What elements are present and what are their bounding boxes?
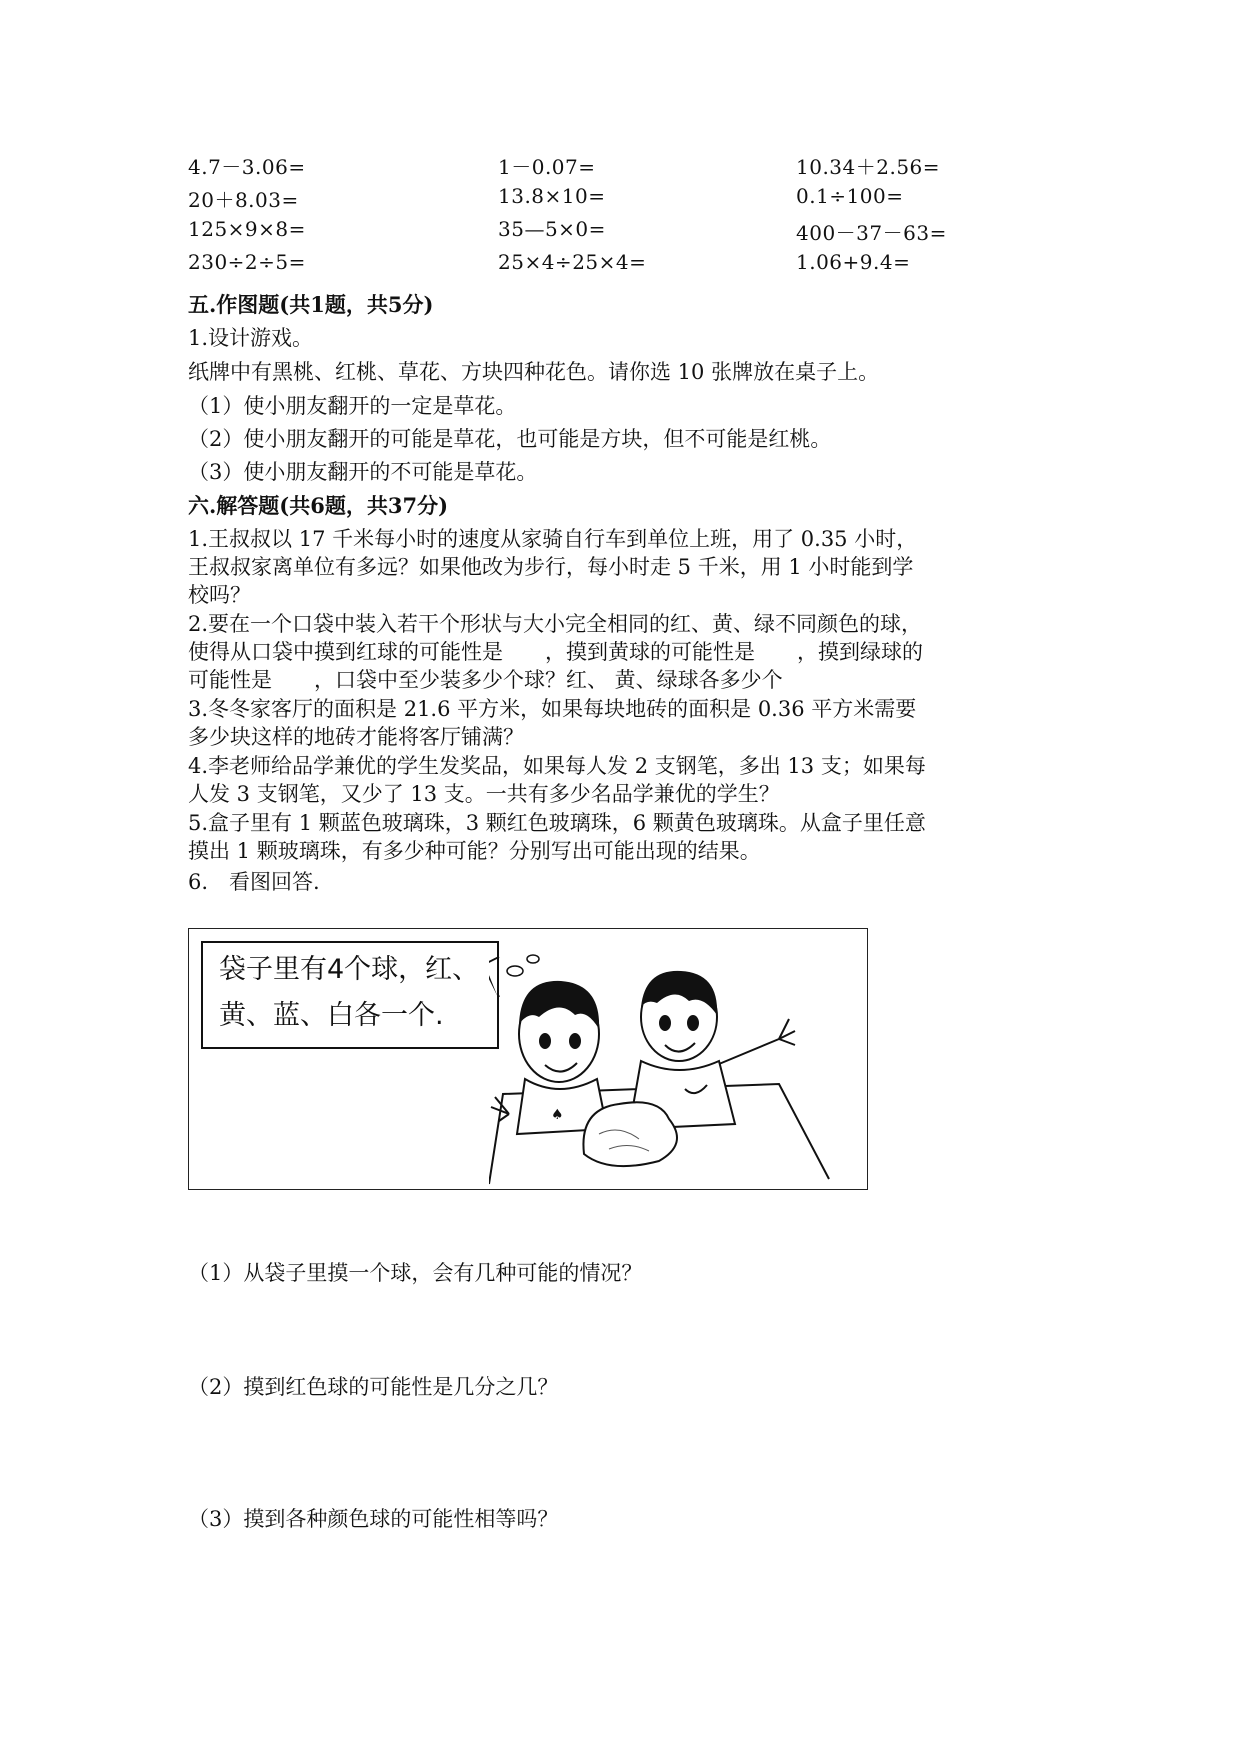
question-text-line: 4.李老师给品学兼优的学生发奖品，如果每人发 2 支钢笔，多出 13 支；如果每 — [188, 754, 926, 778]
calc-item: 35—5×0= — [498, 217, 606, 241]
section-5-title: 五.作图题(共1题，共5分) — [188, 292, 434, 317]
question-2 — [188, 610, 1058, 694]
question-text-line: 5.盒子里有 1 颗蓝色玻璃珠，3 颗红色玻璃珠，6 颗黄色玻璃珠。从盒子里任意 — [188, 811, 926, 835]
children-illustration — [489, 929, 865, 1187]
question-text-line: 王叔叔家离单位有多远？如果他改为步行，每小时走 5 千米，用 1 小时能到学 — [188, 555, 914, 579]
cartoon-figure — [188, 928, 868, 1190]
calc-item: 125×9×8= — [188, 217, 306, 241]
question-3 — [188, 695, 1058, 751]
calc-item: 1－0.07= — [498, 155, 596, 179]
question-text-line: 使得从口袋中摸到红球的可能性是 ，摸到黄球的可能性是 ，摸到绿球的 — [188, 640, 923, 664]
calc-item: 20＋8.03= — [188, 188, 299, 212]
section-6-title: 六.解答题(共6题，共37分) — [188, 493, 449, 518]
question-text-line: 2.要在一个口袋中装入若干个形状与大小完全相同的红、黄、绿不同颜色的球， — [188, 612, 923, 636]
section-5-question-1: 1.设计游戏。 — [188, 326, 314, 350]
speech-bubble — [201, 941, 499, 1049]
calc-row — [188, 184, 1088, 217]
section-5-description: 纸牌中有黑桃、红桃、草花、方块四种花色。请你选 10 张牌放在桌子上。 — [188, 360, 880, 384]
calc-item: 13.8×10= — [498, 184, 606, 208]
question-4 — [188, 752, 1058, 808]
calc-row — [188, 250, 1088, 283]
question-6: 6. 看图回答. — [188, 870, 320, 894]
question-text-line: 1.王叔叔以 17 千米每小时的速度从家骑自行车到单位上班，用了 0.35 小时， — [188, 527, 918, 551]
calc-item: 400－37－63= — [796, 221, 947, 245]
calc-row — [188, 151, 1088, 184]
section-5-item-2: （2）使小朋友翻开的可能是草花，也可能是方块，但不可能是红桃。 — [188, 427, 832, 451]
calc-item: 10.34＋2.56= — [796, 155, 941, 179]
section-5-item-1: （1）使小朋友翻开的一定是草花。 — [188, 394, 517, 418]
calculation-grid — [188, 151, 1088, 283]
question-text-line: 摸出 1 颗玻璃珠，有多少种可能？分别写出可能出现的结果。 — [188, 839, 761, 863]
sub-question-2: （2）摸到红色球的可能性是几分之几？ — [188, 1375, 559, 1399]
question-1 — [188, 525, 1058, 609]
question-text-line: 3.冬冬家客厅的面积是 21.6 平方米，如果每块地砖的面积是 0.36 平方米需要 — [188, 697, 917, 721]
question-text-line: 可能性是 ，口袋中至少装多少个球？红、 黄、绿球各多少个 — [188, 668, 783, 692]
calc-item: 230÷2÷5= — [188, 250, 306, 274]
calc-item: 1.06+9.4= — [796, 250, 911, 274]
speech-text-line: 袋子里有4个球，红、 — [219, 954, 480, 985]
question-5 — [188, 809, 1058, 865]
sub-question-3: （3）摸到各种颜色球的可能性相等吗？ — [188, 1507, 559, 1531]
calc-item: 25×4÷25×4= — [498, 250, 647, 274]
calc-item: 0.1÷100= — [796, 184, 904, 208]
question-text-line: 校吗？ — [188, 583, 251, 607]
calc-row — [188, 217, 1088, 250]
calc-item: 4.7－3.06= — [188, 155, 306, 179]
speech-text-line: 黄、蓝、白各一个. — [219, 1000, 444, 1031]
sub-question-1: （1）从袋子里摸一个球，会有几种可能的情况？ — [188, 1261, 643, 1285]
question-text-line: 多少块这样的地砖才能将客厅铺满？ — [188, 725, 524, 749]
svg-text:♠: ♠ — [551, 1107, 564, 1123]
question-text-line: 人发 3 支钢笔，又少了 13 支。一共有多少名品学兼优的学生？ — [188, 782, 780, 806]
section-5-item-3: （3）使小朋友翻开的不可能是草花。 — [188, 460, 538, 484]
